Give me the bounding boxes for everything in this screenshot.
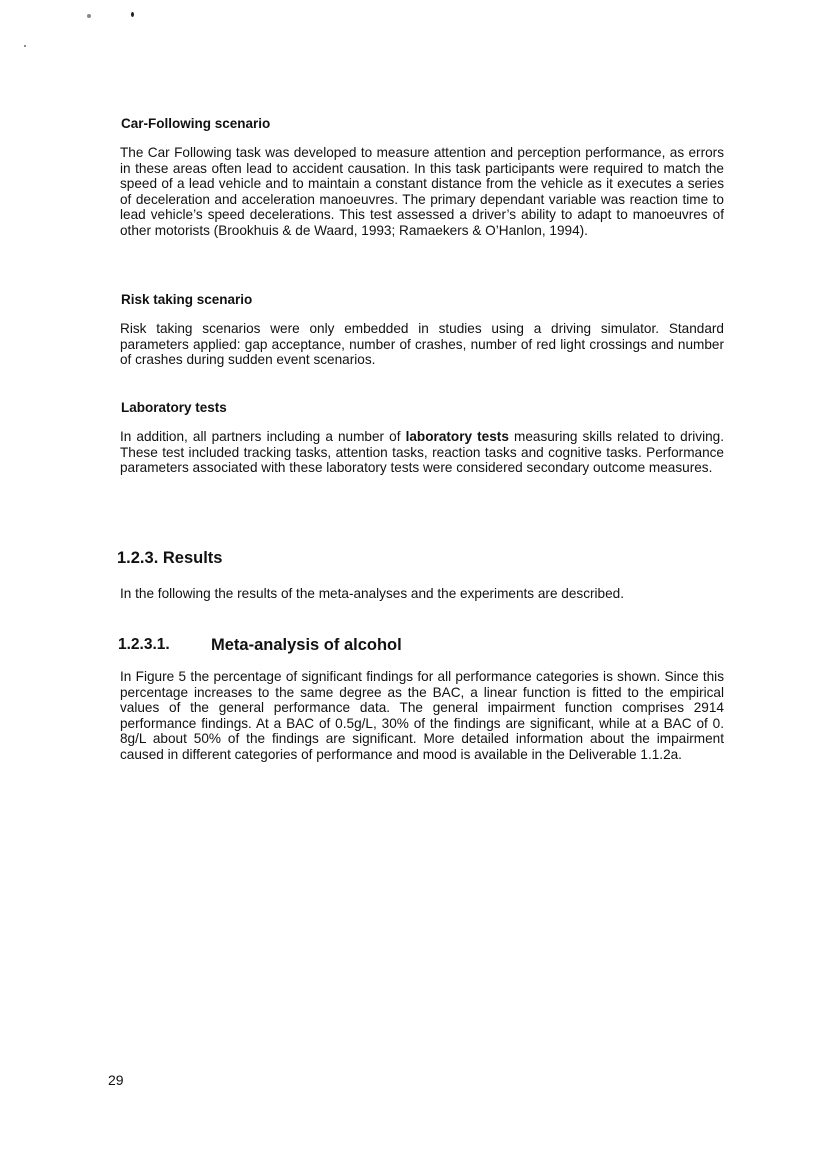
car-following-paragraph: The Car Following task was developed to measure attention and perception performance, as errors in these areas often lead to accident causation. In this task participants were required to match the speed of a lead vehicle and to maintain a constant distance from the vehicle as it executes a series of deceleration and acceleration manoeuvres. The primary dependant variable was reaction time to lead vehicle’s speed decelerations. This test assessed a driver’s ability to adapt to manoeuvres of other motorists (Brookhuis & de Waard, 1993; Ramaekers & O’Hanlon, 1994).	[120, 145, 724, 238]
laboratory-tests-paragraph	[120, 429, 724, 476]
laboratory-tests-heading: Laboratory tests	[121, 400, 227, 415]
scan-speck	[24, 45, 26, 47]
laboratory-tests-bold: laboratory tests	[405, 429, 509, 444]
laboratory-text-start: In addition, all partners including a number of	[120, 429, 406, 444]
meta-analysis-section-number: 1.2.3.1.	[118, 636, 170, 653]
risk-taking-heading: Risk taking scenario	[121, 292, 253, 307]
scan-speck	[87, 14, 91, 18]
meta-analysis-paragraph: In Figure 5 the percentage of significant findings for all performance categories is shown. Since this percentage increases to the same degree as the BAC, a linear function is fitted to the empirical values of the general performance data. The general impairment function comprises 2914 performance findings. At a BAC of 0.5g/L, 30% of the findings are significant, while at a BAC of 0. 8g/L about 50% of the findings are significant. More detailed information about the impairment caused in different categories of performance and mood is available in the Deliverable 1.1.2a.	[120, 669, 724, 762]
results-section-title: 1.2.3. Results	[117, 549, 223, 567]
risk-taking-paragraph: Risk taking scenarios were only embedded in studies using a driving simulator. Standard parameters applied: gap acceptance, number of crashes, number of red light crossings and number of crashes during sudden event scenarios.	[120, 321, 724, 368]
results-paragraph: In the following the results of the meta-analyses and the experiments are described.	[120, 586, 625, 601]
car-following-heading: Car-Following scenario	[121, 116, 271, 131]
scan-speck	[131, 12, 134, 17]
laboratory-text-end: measuring skills related to driving. These test included tracking tasks, attention tasks, reaction tasks and cognitive tasks. Performance parameters associated with these laboratory tests were considered secondary outcome measures.	[120, 429, 725, 476]
page-number: 29	[108, 1072, 124, 1088]
meta-analysis-section-title: Meta-analysis of alcohol	[211, 636, 402, 654]
